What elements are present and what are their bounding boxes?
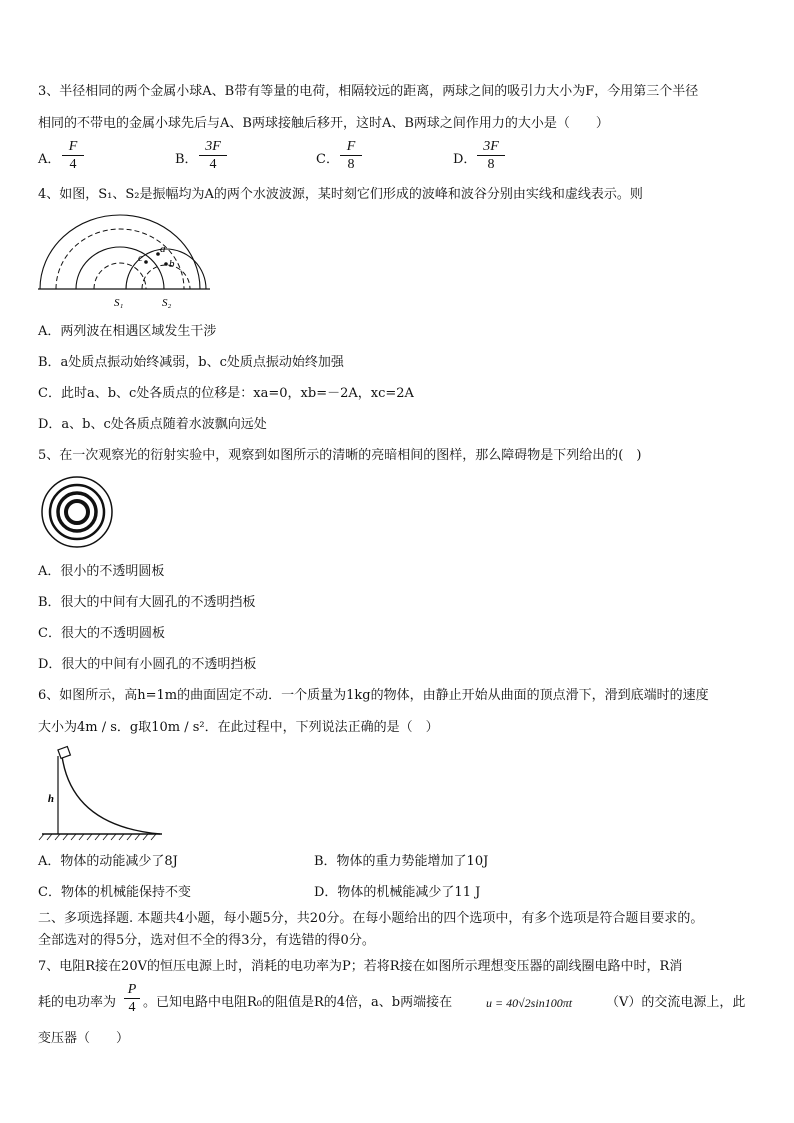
q3-option-c-label: C．: [316, 152, 339, 167]
q5-ring-1: [42, 477, 112, 547]
q3-option-c-fraction: F 8: [340, 139, 362, 172]
q7-stem-line2-pre: 耗的电功率为: [38, 995, 117, 1010]
q6-ground-hatching: [39, 834, 156, 840]
q5-diffraction-pattern: [40, 474, 120, 554]
q6-label-h: h: [47, 793, 54, 805]
q4-option-d[interactable]: D．a、b、c处各质点随着水波飘向远处: [38, 417, 267, 432]
section2-instructions-line2: 全部选对的得5分，选对但不全的得3分，有选错的得0分。: [38, 933, 375, 948]
q6-stem-line2: 大小为4m / s．g取10m / s²．在此过程中，下列说法正确的是（ ）: [38, 720, 439, 735]
q7-power-fraction: P 4: [124, 982, 140, 1015]
q4-label-s2: S₂: [162, 297, 172, 309]
q7-stem-line1: 7、电阻R接在20V的恒压电源上时，消耗的电功率为P；若将R接在如图所示理想变压器的副线圈电路中时，R消: [38, 959, 683, 974]
q5-option-a[interactable]: A．很小的不透明圆板: [38, 564, 165, 579]
q3-option-d-fraction: 3F 8: [477, 139, 505, 172]
q3-option-d-label: D．: [453, 152, 477, 167]
q4-s1-crest-inner: [76, 247, 164, 289]
q6-option-d[interactable]: D．物体的机械能减少了11 J: [314, 885, 481, 900]
q4-stem: 4、如图，S₁、S₂是振幅均为A的两个水波波源，某时刻它们形成的波峰和波谷分别由实线和虚线表示。则: [38, 187, 643, 202]
q3-option-b-fraction: 3F 4: [199, 139, 227, 172]
q4-wave-figure: [38, 212, 218, 312]
q3-stem-line1: 3、半径相同的两个金属小球A、B带有等量的电荷，相隔较远的距离，两球之间的吸引力大小为F，今用第三个半径: [38, 84, 699, 99]
q6-curved-surface: [62, 756, 160, 834]
q4-label-b: b: [169, 258, 175, 270]
q5-option-b[interactable]: B．很大的中间有大圆孔的不透明挡板: [38, 595, 256, 610]
q6-option-b[interactable]: B．物体的重力势能增加了10J: [314, 854, 489, 869]
q6-option-c[interactable]: C．物体的机械能保持不变: [38, 885, 191, 900]
q7-voltage-formula: u = 40√2sin100πt: [486, 996, 573, 1010]
q3-stem-line2: 相同的不带电的金属小球先后与A、B两球接触后移开，这时A、B两球之间作用力的大小是（ ）: [38, 116, 609, 131]
q3-option-a-fraction: F 4: [62, 139, 84, 172]
q5-ring-3: [58, 493, 96, 531]
q4-option-c[interactable]: C．此时a、b、c处各质点的位移是：xa=0，xb=－2A，xc=2A: [38, 386, 414, 401]
q4-point-b: [164, 262, 168, 266]
q5-option-d[interactable]: D．很大的中间有小圆孔的不透明挡板: [38, 657, 257, 672]
q6-option-a[interactable]: A．物体的动能减少了8J: [38, 854, 178, 869]
q7-stem-line2-mid: 。已知电路中电阻R₀的阻值是R的4倍，a、b两端接在: [143, 995, 453, 1010]
q6-stem-line1: 6、如图所示，高h=1m的曲面固定不动．一个质量为1kg的物体，由静止开始从曲面的顶点滑下，滑到底端时的速度: [38, 688, 709, 703]
q5-ring-4: [66, 501, 88, 523]
q5-stem: 5、在一次观察光的衍射实验中，观察到如图所示的清晰的亮暗相间的图样，那么障碍物是下列给出的( ): [38, 448, 642, 463]
q7-stem-line3: 变压器（ ）: [38, 1031, 130, 1046]
q4-s2-trough: [142, 265, 190, 289]
q4-label-s1: S₁: [114, 297, 124, 309]
section2-instructions-line1: 二、多项选择题. 本题共4小题，每小题5分，共20分。在每小题给出的四个选项中，有多个选项是符合题目要求的。: [38, 911, 704, 926]
q4-s1-trough-inner: [94, 263, 146, 289]
q4-s1-trough-outer: [56, 229, 184, 289]
q4-point-c: [144, 260, 148, 264]
q4-s1-crest-outer: [40, 215, 200, 289]
q4-label-a: a: [160, 243, 166, 255]
q7-stem-line2-post: （V）的交流电源上，此: [606, 995, 746, 1010]
q6-block: [58, 747, 70, 759]
q4-option-b[interactable]: B．a处质点振动始终减弱，b、c处质点振动始终加强: [38, 355, 344, 370]
q4-label-c: c: [138, 252, 143, 264]
q3-option-a-label: A．: [38, 152, 61, 167]
q3-option-b-label: B．: [175, 152, 198, 167]
q4-option-a[interactable]: A．两列波在相遇区域发生干涉: [38, 324, 217, 339]
q6-curved-slope-figure: [42, 746, 167, 842]
q5-option-c[interactable]: C．很大的不透明圆板: [38, 626, 165, 641]
